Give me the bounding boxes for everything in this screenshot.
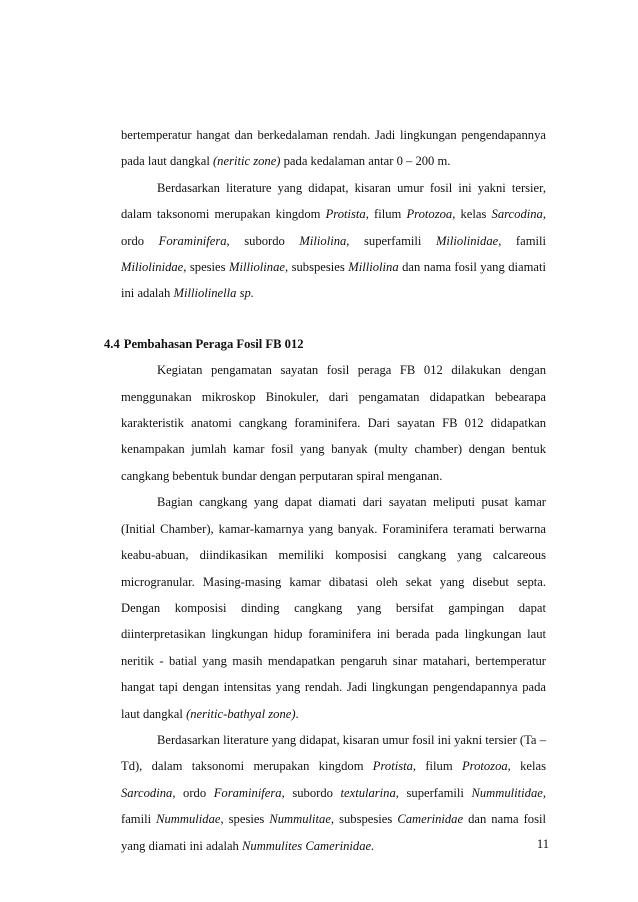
paragraph — [121, 727, 546, 859]
text-run: subspesies — [334, 812, 398, 827]
text-run: . — [295, 706, 299, 721]
italic-term: Nummulidae — [156, 812, 221, 827]
section-title: Pembahasan Peraga Fosil FB 012 — [123, 336, 304, 351]
text-run: , subordo — [226, 233, 300, 248]
text-run: Berdasarkan literature yang didapat, kisaran umur fosil ini yakni tersier, dalam taksonomi merupakan kingdom — [121, 180, 546, 222]
body-text — [104, 122, 546, 859]
italic-term: Sarcodina — [491, 207, 543, 222]
page-number: 11 — [536, 837, 549, 851]
italic-term: Milliolinella sp. — [173, 286, 254, 301]
text-run: , famili — [121, 785, 546, 827]
text-run: Kegiatan pengamatan sayatan fosil peraga FB 012 dilakukan dengan menggunakan mikroskop Binokuler, dari pengamatan didapatkan bebearapa karakteristik anatomi cangkang foraminifera. Dari sayatan FB 012 didapatkan kenampakan jumlah kamar fosil yang banyak (multy chamber) dengan bentuk cangkang bebentuk bundar dengan perputaran spiral menganan. — [121, 363, 546, 483]
italic-term: (neritic-bathyal zone) — [186, 706, 296, 721]
italic-term: Milliolinae, — [229, 260, 289, 275]
italic-term: textularina — [340, 785, 396, 800]
italic-term: Foraminifera — [158, 233, 227, 248]
paragraph — [121, 357, 546, 489]
paragraph — [121, 122, 546, 175]
text-run: , ordo — [121, 207, 546, 248]
italic-term: Miliolinidae — [435, 233, 499, 248]
italic-term: Miliolina — [299, 233, 347, 248]
italic-term: Milliolina — [348, 260, 399, 275]
text-run: , subordo — [281, 785, 341, 800]
paragraph — [121, 175, 546, 307]
italic-term: Nummulites Camerinidae. — [242, 838, 375, 853]
italic-term: Protista — [325, 207, 366, 222]
text-run: , superfamili — [346, 233, 436, 248]
italic-term: Protista — [372, 759, 413, 774]
text-run: pada kedalaman antar 0 – 200 m. — [280, 154, 451, 169]
text-run: , kelas — [507, 759, 546, 774]
text-run: Berdasarkan literature yang didapat, kisaran umur fosil ini yakni tersier (Ta – Td), dalam taksonomi merupakan kingdom — [121, 732, 546, 774]
text-run: Bagian cangkang yang dapat diamati dari sayatan meliputi pusat kamar (Initial Chamber), kamar-kamarnya yang banyak. Foraminifera teramati berwarna keabu-abuan, diindikasikan memiliki komposisi cangkang yang calcareous microgranular. Masing-masing kamar dibatasi oleh sekat yang disebut septa. Dengan komposisi dinding cangkang yang bersifat gampingan dapat diinterpretasikan lingkungan hidup foraminifera ini berada pada lingkungan laut neritik - batial yang masih mendapatkan pengaruh sinar matahari, bertemperatur hangat tapi dengan intensitas yang rendah. Jadi lingkungan pengendapannya pada laut dangkal — [121, 495, 546, 721]
text-run: , famili — [498, 233, 546, 248]
text-run: , spesies — [220, 812, 270, 827]
italic-term: Nummulitae, — [269, 812, 335, 827]
italic-term: (neritic zone) — [212, 154, 281, 169]
italic-term: Camerinidae — [397, 812, 464, 827]
text-run: , ordo — [172, 785, 214, 800]
section-number: 4.4 — [104, 336, 120, 351]
text-run: , kelas — [452, 207, 492, 222]
italic-term: Foraminifera — [213, 785, 282, 800]
text-run: subspesies — [288, 260, 349, 275]
italic-term: Nummulitidae — [471, 785, 543, 800]
italic-term: Protozoa — [461, 759, 508, 774]
italic-term: Miliolinidae — [121, 260, 184, 275]
text-run: , spesies — [183, 260, 230, 275]
italic-term: Sarcodina — [121, 785, 173, 800]
text-run: , filum — [412, 759, 462, 774]
paragraph — [121, 489, 546, 727]
section-heading — [104, 331, 546, 357]
text-run: , filum — [365, 207, 407, 222]
text-run: dan nama fosil yang diamati ini adalah — [121, 260, 546, 301]
section-spacer — [121, 307, 546, 331]
text-run: , superfamili — [395, 785, 472, 800]
text-run: dan nama fosil yang diamati ini adalah — [121, 812, 546, 853]
text-run: bertemperatur hangat dan berkedalaman rendah. Jadi lingkungan pengendapannya pada laut dangkal — [121, 128, 546, 169]
italic-term: Protozoa — [406, 207, 453, 222]
